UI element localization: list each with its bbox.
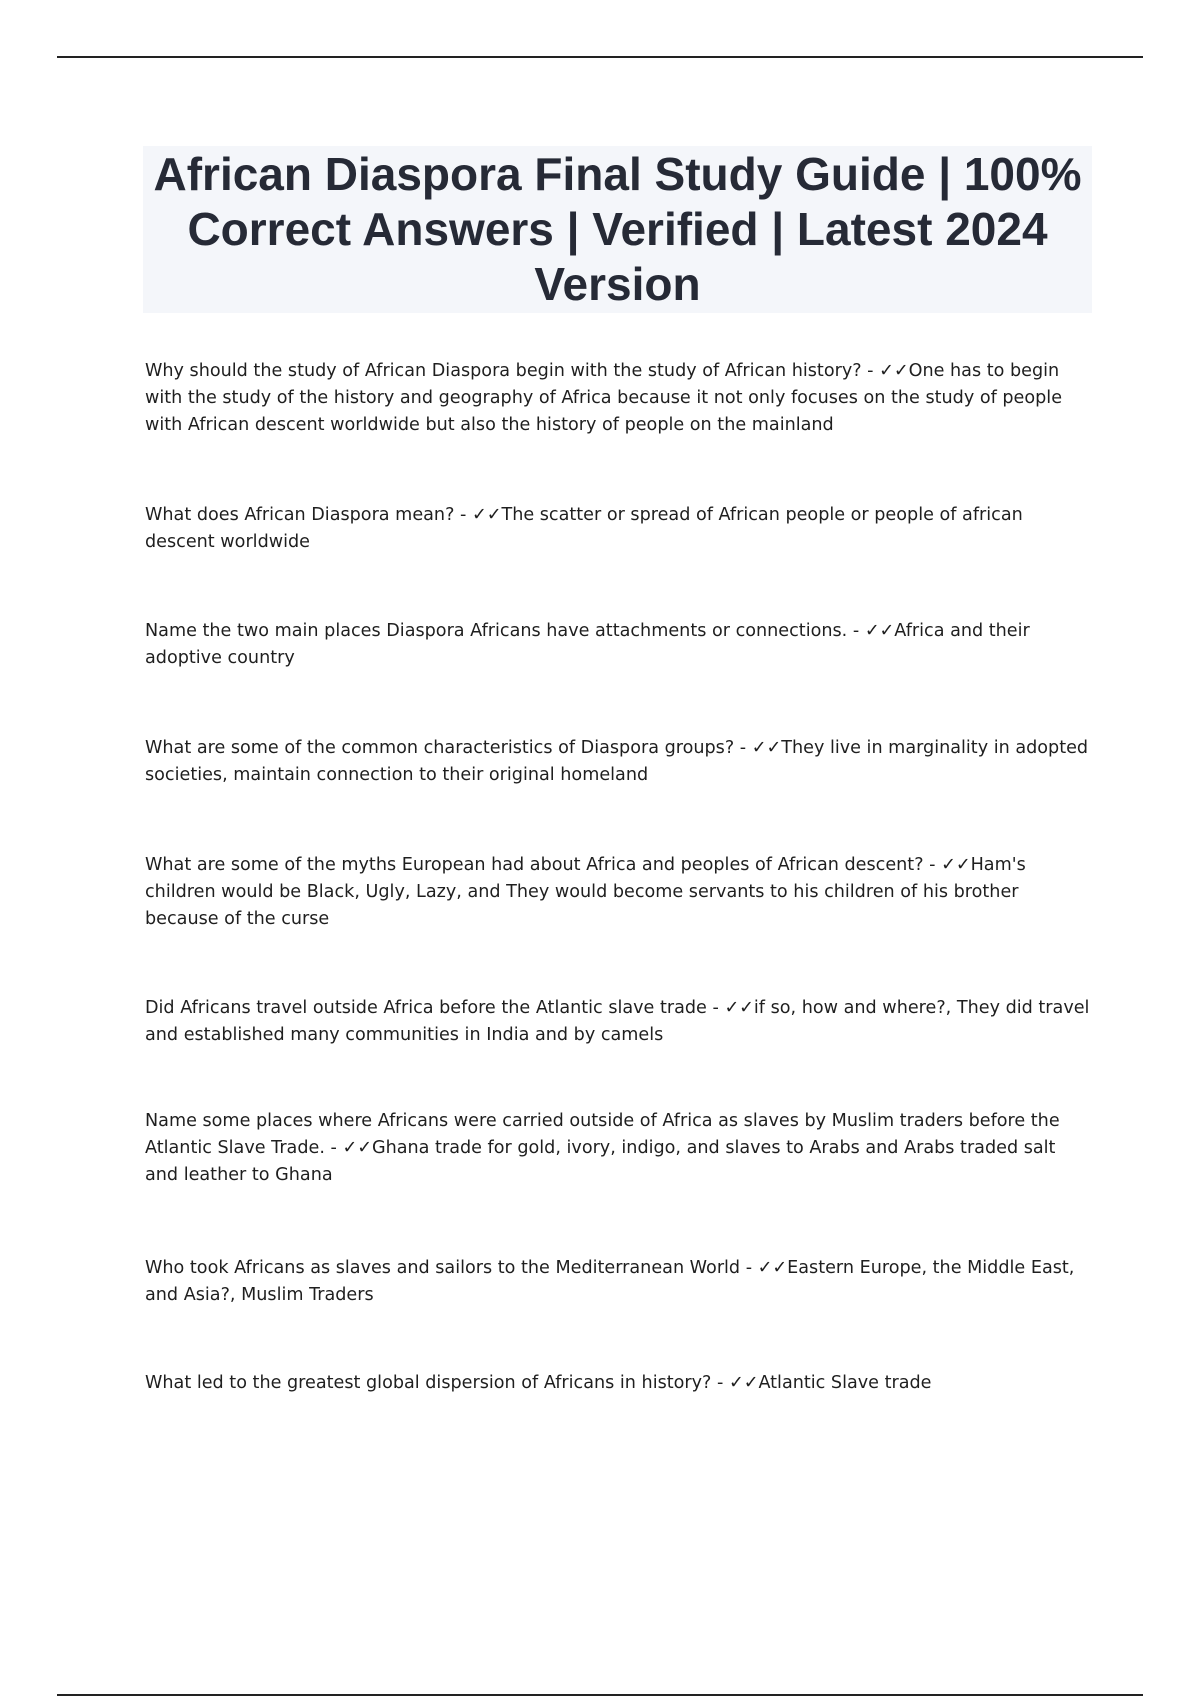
question-text: What does African Diaspora mean? xyxy=(145,505,455,525)
qa-item xyxy=(145,502,1090,556)
question-text: Name some places where Africans were carried outside of Africa as slaves by Muslim traders before the Atlantic Slave Trade. xyxy=(145,1111,1060,1158)
question-text: What are some of the myths European had about Africa and peoples of African descent? xyxy=(145,855,924,875)
question-text: Why should the study of African Diaspora begin with the study of African history? xyxy=(145,361,862,381)
question-text: Name the two main places Diaspora Africans have attachments or connections. xyxy=(145,621,848,641)
check-mark-icon: ✓✓ xyxy=(728,1373,759,1393)
answer-text: The scatter or spread of African people or people of african descent worldwide xyxy=(145,505,1023,552)
question-text: What led to the greatest global dispersion of Africans in history? xyxy=(145,1373,712,1393)
separator: - xyxy=(706,998,725,1018)
qa-item xyxy=(145,358,1090,439)
answer-text: Atlantic Slave trade xyxy=(758,1373,932,1393)
separator: - xyxy=(324,1138,343,1158)
check-mark-icon: ✓✓ xyxy=(879,361,909,381)
answer-text: Ham's children would be Black, Ugly, Lazy, and They would become servants to his children of his brother because of the curse xyxy=(145,855,1026,929)
qa-item xyxy=(145,1108,1090,1189)
separator: - xyxy=(734,738,752,758)
qa-item xyxy=(145,852,1090,933)
answer-text: One has to begin with the study of the history and geography of Africa because it not only focuses on the study of people with African descent worldwide but also the history of people on the mainland xyxy=(145,361,1063,435)
check-mark-icon: ✓✓ xyxy=(342,1138,372,1158)
qa-item xyxy=(145,618,1090,672)
answer-text: They live in marginality in adopted societies, maintain connection to their original homeland xyxy=(145,738,1089,785)
answer-text: if so, how and where?, They did travel and established many communities in India and by camels xyxy=(145,998,1090,1045)
header-rule xyxy=(57,56,1143,58)
question-text: Who took Africans as slaves and sailors to the Mediterranean World xyxy=(145,1258,741,1278)
separator: - xyxy=(861,361,880,381)
separator: - xyxy=(923,855,942,875)
qa-item xyxy=(145,1255,1090,1309)
qa-item xyxy=(145,735,1090,789)
question-text: Did Africans travel outside Africa before the Atlantic slave trade xyxy=(145,998,707,1018)
question-text: What are some of the common characteristics of Diaspora groups? xyxy=(145,738,735,758)
separator: - xyxy=(740,1258,758,1278)
check-mark-icon: ✓✓ xyxy=(751,738,782,758)
footer-rule xyxy=(57,1694,1143,1696)
check-mark-icon: ✓✓ xyxy=(941,855,971,875)
check-mark-icon: ✓✓ xyxy=(864,621,895,641)
check-mark-icon: ✓✓ xyxy=(471,505,502,525)
answer-text: Ghana trade for gold, ivory, indigo, and slaves to Arabs and Arabs traded salt and leather to Ghana xyxy=(145,1138,1056,1185)
document-title: African Diaspora Final Study Guide | 100% Correct Answers | Verified | Latest 2024 Version xyxy=(153,148,1082,310)
title-banner xyxy=(143,146,1092,313)
separator: - xyxy=(711,1373,729,1393)
qa-item xyxy=(145,995,1090,1049)
answer-text: Eastern Europe, the Middle East, and Asia?, Muslim Traders xyxy=(145,1258,1075,1305)
check-mark-icon: ✓✓ xyxy=(724,998,754,1018)
separator: - xyxy=(847,621,865,641)
answer-text: Africa and their adoptive country xyxy=(145,621,1030,668)
qa-item xyxy=(145,1370,1090,1397)
separator: - xyxy=(454,505,472,525)
check-mark-icon: ✓✓ xyxy=(757,1258,788,1278)
